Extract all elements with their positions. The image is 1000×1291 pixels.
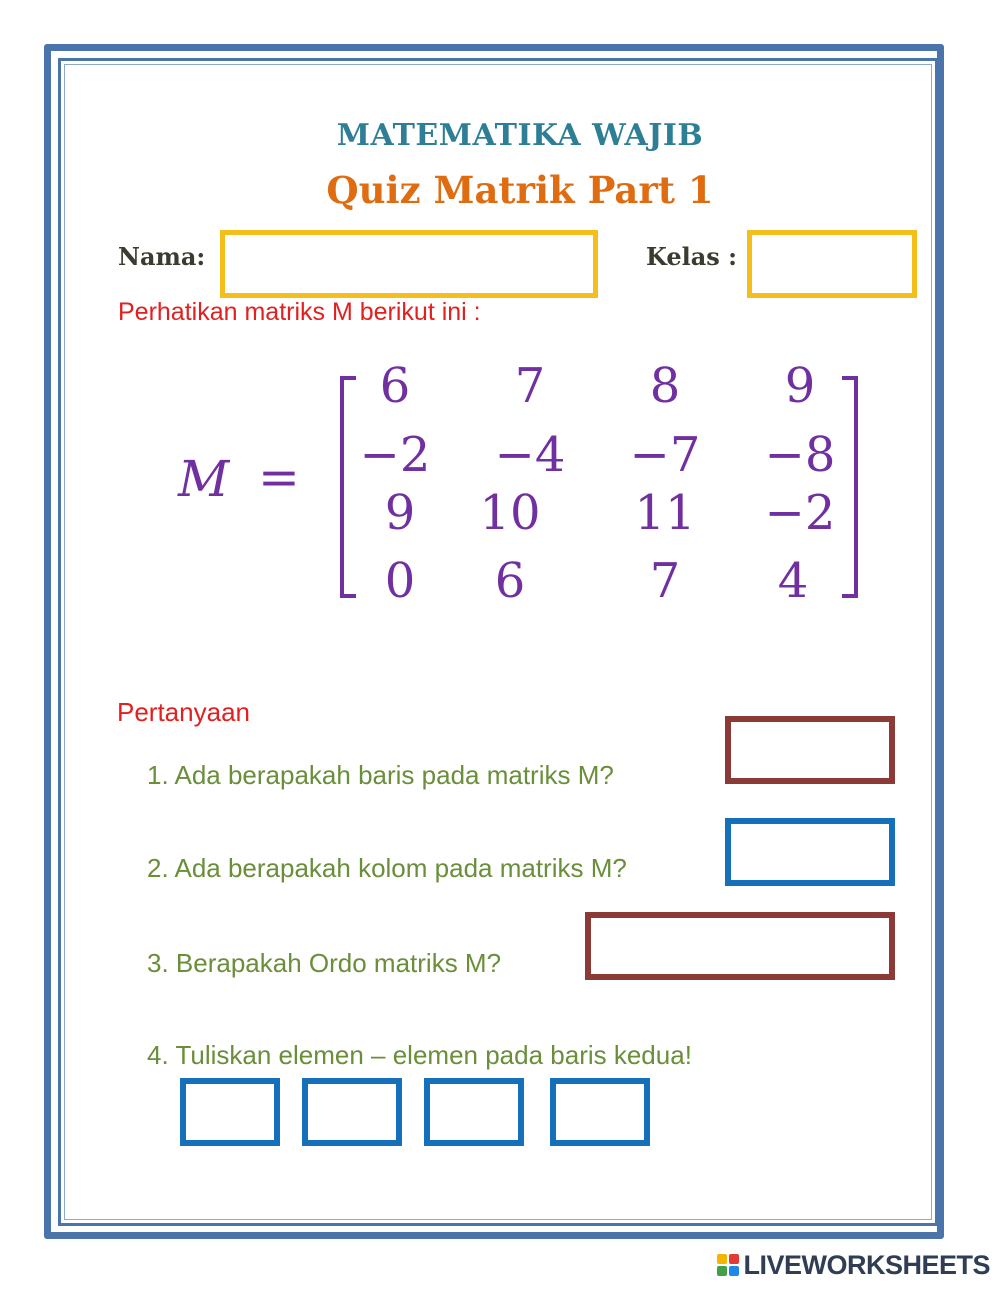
subject-heading: MATEMATIKA WAJIB	[336, 118, 704, 153]
instruction-text: Perhatikan matriks M berikut ini :	[118, 298, 481, 326]
matrix-cell-r4c2: 6	[494, 553, 526, 609]
matrix-cell-r3c1: 9	[384, 485, 416, 541]
question-4-text: Tuliskan elemen – elemen pada baris kedua!	[175, 1040, 692, 1070]
logo-tile-i	[729, 1254, 739, 1264]
question-3	[147, 948, 501, 979]
matrix-cell-r3c4: −2	[764, 485, 836, 541]
logo-tile-v	[717, 1266, 727, 1276]
logo-tile-e	[729, 1266, 739, 1276]
matrix-cell-r2c2: −4	[494, 427, 566, 483]
questions-heading: Pertanyaan	[117, 697, 250, 727]
question-3-number: 3.	[147, 948, 169, 978]
name-label: Nama:	[118, 242, 206, 271]
class-input-box[interactable]	[747, 230, 917, 298]
matrix-cell-r1c1: 6	[379, 358, 411, 414]
matrix-cell-r4c4: 4	[777, 553, 809, 609]
matrix-cell-r4c3: 7	[649, 553, 681, 609]
matrix-cell-r2c1: −2	[359, 427, 431, 483]
answer-box-4c[interactable]	[424, 1078, 524, 1146]
question-2	[147, 853, 627, 884]
matrix-cell-r3c2: 10	[479, 485, 541, 541]
answer-box-3[interactable]	[585, 912, 895, 980]
equals-sign: =	[258, 448, 300, 506]
question-3-text: Berapakah Ordo matriks M?	[175, 948, 502, 978]
answer-box-2[interactable]	[725, 818, 895, 886]
matrix-cell-r1c4: 9	[784, 358, 816, 414]
question-1	[147, 760, 614, 791]
matrix-cell-r1c2: 7	[514, 358, 546, 414]
liveworksheets-brand	[717, 1249, 990, 1281]
question-2-number: 2.	[147, 853, 169, 883]
answer-box-4a[interactable]	[180, 1078, 280, 1146]
matrix-label: M	[178, 450, 230, 508]
liveworksheets-logo-icon	[717, 1254, 739, 1276]
answer-box-1[interactable]	[725, 716, 895, 784]
matrix-cell-r4c1: 0	[384, 553, 416, 609]
question-4	[147, 1040, 692, 1071]
brand-name: LIVEWORKSHEETS	[743, 1249, 990, 1280]
question-1-text: Ada berapakah baris pada matriks M?	[174, 760, 614, 790]
quiz-title: Quiz Matrik Part 1	[326, 168, 714, 212]
matrix-cell-r2c4: −8	[764, 427, 836, 483]
class-label: Kelas :	[646, 242, 737, 271]
matrix-cell-r1c3: 8	[649, 358, 681, 414]
answer-box-4d[interactable]	[550, 1078, 650, 1146]
logo-tile-l	[717, 1254, 727, 1264]
question-4-number: 4.	[147, 1040, 169, 1070]
question-2-text: Ada berapakah kolom pada matriks M?	[174, 853, 627, 883]
matrix-cell-r2c3: −7	[629, 427, 701, 483]
matrix-cell-r3c3: 11	[634, 485, 696, 541]
answer-box-4b[interactable]	[302, 1078, 402, 1146]
question-1-number: 1.	[147, 760, 169, 790]
name-input-box[interactable]	[220, 230, 598, 298]
